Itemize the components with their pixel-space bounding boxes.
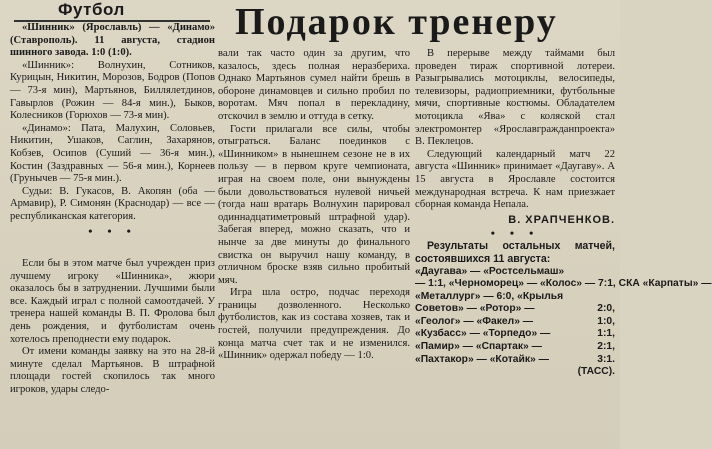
result-score: 2:0, — [597, 303, 615, 315]
results-title: Результаты остальных матчей, состоявшихся 11 августа: — [415, 240, 615, 265]
result-row — [415, 266, 615, 279]
separator-dots: • • • — [490, 226, 540, 241]
separator-dots: • • • — [88, 223, 137, 238]
result-text: «Металлург» — 6:0, «Крылья — [415, 290, 564, 302]
result-text: «Памир» — «Спартак» — — [415, 341, 542, 353]
team-lineup-home: «Шинник»: Волнухин, Сотников, Курицын, Никитин, Морозов, Бодров (Попов — 73-я мин), Мартьянов, Биллялетдинов, Гавырлов (Рожин — 84-я мин.), Быков, Колесников (Горюхов — 73-я мин). — [10, 59, 215, 122]
tass-credit: (ТАСС). — [577, 366, 615, 378]
article-column-1 — [10, 258, 215, 397]
result-row — [415, 328, 615, 341]
result-row — [415, 291, 615, 304]
article-paragraph: Игра шла остро, подчас переходя границы дозволенного. Несколько футболистов, как из состава хозяев, так и гостей, получили предупреждения. До конца матча счет так и не изменился. «Шинник» одержал победу — 1:0. — [218, 287, 410, 362]
result-row — [415, 316, 615, 329]
match-summary: «Шинник» (Ярославль) — «Динамо» (Ставрополь). 11 августа, стадион шинного завода. 1:0 (1:0). — [10, 22, 215, 59]
result-score: 1:0, — [597, 315, 615, 327]
result-score: 1:1, — [597, 328, 615, 340]
article-paragraph: Гости прилагали все силы, чтобы отыграться. Баланс поединков с «Шинником» в нынешнем сезоне не в их пользу — в первом круге чемпионата, играя на своем поле, они вынуждены были довольствоваться нулевой ничьей (тогда наш вратарь Волнухин парировал одиннадцатиметровый штрафной удар). Забегая вперед, можно сказать, что и нынче за две минуты до финального свистка он выручил нашу команду, в отличном броске взяв сильно пробитый мяч. — [218, 123, 410, 286]
result-row — [415, 303, 615, 316]
author-signature: В. ХРАПЧЕНКОВ. — [508, 213, 615, 226]
article-paragraph: Если бы в этом матче был учрежден приз лучшему игроку «Шинника», жюри оказалось бы в затруднении. Лучшими были все. Каждый играл с полной самоотдачей. У тренера нашей команды В. П. Фролова был день рождения, и футболистам очень хотелось преподнести ему подарок. — [10, 258, 215, 345]
results-list — [415, 265, 712, 367]
rubric-title: Футбол — [58, 0, 125, 19]
match-protocol — [10, 22, 215, 238]
result-row — [415, 354, 615, 367]
article-headline: Подарок тренеру — [235, 1, 558, 43]
result-row — [415, 278, 712, 291]
result-text: — 1:1, «Черноморец» — «Колос» — 7:1, СКА «Карпаты» — — [415, 278, 712, 290]
article-paragraph: В перерыве между таймами был проведен тираж спортивной лотереи. Разыгрывались мотоциклы, велосипеды, телевизоры, радиоприемники, футбольные мячи, спортивные костюмы. Обладателем мотоцикла «Ява» с коляской стал электромонтер «Ярославгражданпроекта» В. Пеклецов. — [415, 48, 615, 148]
result-row — [415, 341, 615, 354]
article-paragraph: От имени команды заявку на это на 28-й минуте сделал Мартьянов. В штрафной площади гостей скопилось так много игроков, удары следо- — [10, 346, 215, 395]
article-column-2 — [218, 48, 410, 363]
article-paragraph: вали так часто один за другим, что казалось, здесь полная неразбериха. Однако Мартьянов сумел найти брешь в обороне динамовцев и сильно пробил по воротам. Мяч попал в перекладину, отскочил в землю и оттуда в сетку. — [218, 48, 410, 122]
result-text: «Даугава» — «Ростсельмаш» — [415, 265, 565, 277]
result-score: 3:1. — [597, 353, 615, 365]
result-text: «Геолог» — «Факел» — — [415, 315, 534, 327]
team-lineup-away: «Динамо»: Пата, Малухин, Соловьев, Никитин, Ушаков, Саглин, Захарянов, Кобзев, Осипов (Суший — 36-я мин.), Костин (Заздравных — 56-я мин.), Корнеев (Грунычев — 75-я мин.). — [10, 122, 215, 185]
article-paragraph: Следующий календарный матч 22 августа «Шинник» принимает «Даугаву». А 15 августа в Ярославле состоится международная встреча. К нам приезжает сборная команда Непала. — [415, 148, 615, 211]
result-text: «Кузбасс» — «Торпедо» — — [415, 328, 551, 340]
referees: Судьи: В. Гукасов, В. Акопян (оба — Армавир), Р. Симонян (Краснодар) — все — республиканская категория. — [10, 185, 215, 222]
result-text: «Пахтакор» — «Котайк» — — [415, 353, 549, 365]
result-text: Советов» — «Ротор» — — [415, 303, 535, 315]
result-score: 2:1, — [597, 341, 615, 353]
article-column-3 — [415, 48, 712, 379]
